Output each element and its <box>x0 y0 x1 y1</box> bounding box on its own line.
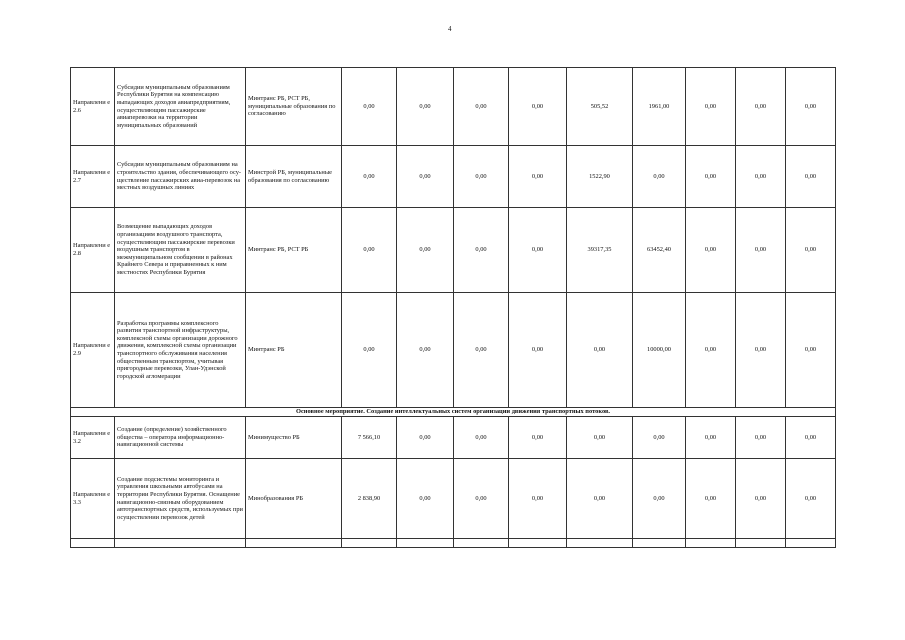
value-cell: 0,00 <box>454 459 509 539</box>
description-cell: Разработка программы комплексного развития транспортной инфраструктуры, комплексной схемы организации дорожного движения, комплексной схемы организации транспортного обслуживания населения общественным транспортом, учитывая пригородные перевозки, Улан-Удэнской городской агломерации <box>115 293 246 408</box>
value-cell: 63452,40 <box>633 208 686 293</box>
value-cell: 0,00 <box>567 459 633 539</box>
value-cell: 0,00 <box>633 417 686 459</box>
page-number: 4 <box>448 25 452 33</box>
value-cell: 0,00 <box>342 293 397 408</box>
value-cell: 0,00 <box>342 68 397 146</box>
empty-cell <box>342 539 397 548</box>
value-cell: 1522,90 <box>567 146 633 208</box>
empty-cell <box>567 539 633 548</box>
section-row <box>71 408 836 417</box>
value-cell: 0,00 <box>454 208 509 293</box>
value-cell: 0,00 <box>342 208 397 293</box>
table-row <box>71 146 836 208</box>
value-cell: 505,52 <box>567 68 633 146</box>
value-cell: 0,00 <box>454 146 509 208</box>
description-cell: Субсидии муниципальным образованиям на строительство здания, обеспечивающего осу-ществление пассажирских авиа-перевозок на местных воздушных линиях <box>115 146 246 208</box>
value-cell: 0,00 <box>736 417 786 459</box>
value-cell: 0,00 <box>567 293 633 408</box>
direction-cell: Направлени е 2.7 <box>71 146 115 208</box>
value-cell: 2 838,90 <box>342 459 397 539</box>
direction-cell: Направлени е 3.3 <box>71 459 115 539</box>
value-cell: 0,00 <box>454 293 509 408</box>
executor-cell: Минобразования РБ <box>246 459 342 539</box>
value-cell: 0,00 <box>397 208 454 293</box>
value-cell: 0,00 <box>509 208 567 293</box>
executor-cell: Минтранс РБ, РСТ РБ, муниципальные образования по согласованию <box>246 68 342 146</box>
value-cell: 0,00 <box>397 68 454 146</box>
value-cell: 7 566,10 <box>342 417 397 459</box>
value-cell: 0,00 <box>736 146 786 208</box>
table-row <box>71 459 836 539</box>
value-cell: 0,00 <box>509 68 567 146</box>
value-cell: 0,00 <box>567 417 633 459</box>
description-cell: Создание подсистемы мониторинга и управления школьными автобусами на территории Республики Бурятия. Оснащение навигационно-связным оборудованием автотранспортных средств, используемых при осуществлении перевозок детей <box>115 459 246 539</box>
direction-cell: Направлени е 2.8 <box>71 208 115 293</box>
section-title: Основное мероприятие. Создание интеллектуальных систем организации движения транспортных потоков. <box>71 408 836 417</box>
value-cell: 0,00 <box>397 293 454 408</box>
description-cell: Возмещение выпадающих доходов организациям воздушного транспорта, осуществляющим пассажирские перевозки воздушным транспортом в межмуниципальном сообщении в районах Крайнего Севера и приравненных к ним местностях Республики Бурятия <box>115 208 246 293</box>
empty-cell <box>115 539 246 548</box>
table-row <box>71 293 836 408</box>
value-cell: 0,00 <box>736 208 786 293</box>
empty-row <box>71 539 836 548</box>
executor-cell: Минимущество РБ <box>246 417 342 459</box>
executor-cell: Минтранс РБ <box>246 293 342 408</box>
value-cell: 0,00 <box>509 146 567 208</box>
direction-cell: Направлени е 3.2 <box>71 417 115 459</box>
direction-cell: Направлени е 2.6 <box>71 68 115 146</box>
value-cell: 0,00 <box>454 68 509 146</box>
value-cell: 0,00 <box>686 293 736 408</box>
empty-cell <box>397 539 454 548</box>
value-cell: 0,00 <box>397 417 454 459</box>
value-cell: 0,00 <box>686 459 736 539</box>
value-cell: 10000,00 <box>633 293 686 408</box>
table-row <box>71 68 836 146</box>
direction-cell: Направлени е 2.9 <box>71 293 115 408</box>
empty-cell <box>454 539 509 548</box>
value-cell: 0,00 <box>736 459 786 539</box>
empty-cell <box>786 539 836 548</box>
value-cell: 0,00 <box>786 146 836 208</box>
value-cell: 0,00 <box>686 68 736 146</box>
value-cell: 0,00 <box>397 459 454 539</box>
table-row <box>71 417 836 459</box>
program-table <box>70 67 836 548</box>
executor-cell: Минстрой РБ, муниципальные образования по согласованию <box>246 146 342 208</box>
value-cell: 0,00 <box>786 417 836 459</box>
value-cell: 0,00 <box>454 417 509 459</box>
value-cell: 0,00 <box>786 208 836 293</box>
empty-cell <box>633 539 686 548</box>
value-cell: 0,00 <box>786 68 836 146</box>
empty-cell <box>246 539 342 548</box>
empty-cell <box>509 539 567 548</box>
value-cell: 0,00 <box>509 293 567 408</box>
value-cell: 1961,00 <box>633 68 686 146</box>
value-cell: 0,00 <box>509 417 567 459</box>
description-cell: Создание (определение) хозяйственного общества – оператора информационно-навигационной системы <box>115 417 246 459</box>
value-cell: 0,00 <box>509 459 567 539</box>
empty-cell <box>686 539 736 548</box>
value-cell: 0,00 <box>686 417 736 459</box>
value-cell: 0,00 <box>397 146 454 208</box>
value-cell: 0,00 <box>736 68 786 146</box>
value-cell: 0,00 <box>633 146 686 208</box>
table-row <box>71 208 836 293</box>
value-cell: 0,00 <box>686 208 736 293</box>
value-cell: 0,00 <box>633 459 686 539</box>
value-cell: 0,00 <box>686 146 736 208</box>
value-cell: 0,00 <box>786 293 836 408</box>
value-cell: 0,00 <box>342 146 397 208</box>
value-cell: 0,00 <box>786 459 836 539</box>
executor-cell: Минтранс РБ, РСТ РБ <box>246 208 342 293</box>
empty-cell <box>71 539 115 548</box>
empty-cell <box>736 539 786 548</box>
value-cell: 39317,35 <box>567 208 633 293</box>
description-cell: Субсидии муниципальным образованиям Республики Бурятия на компенсацию выпадающих доходов авиапредприятиям, осуществляющим пассажирские авиаперевозки на территории муниципальных образований <box>115 68 246 146</box>
value-cell: 0,00 <box>736 293 786 408</box>
